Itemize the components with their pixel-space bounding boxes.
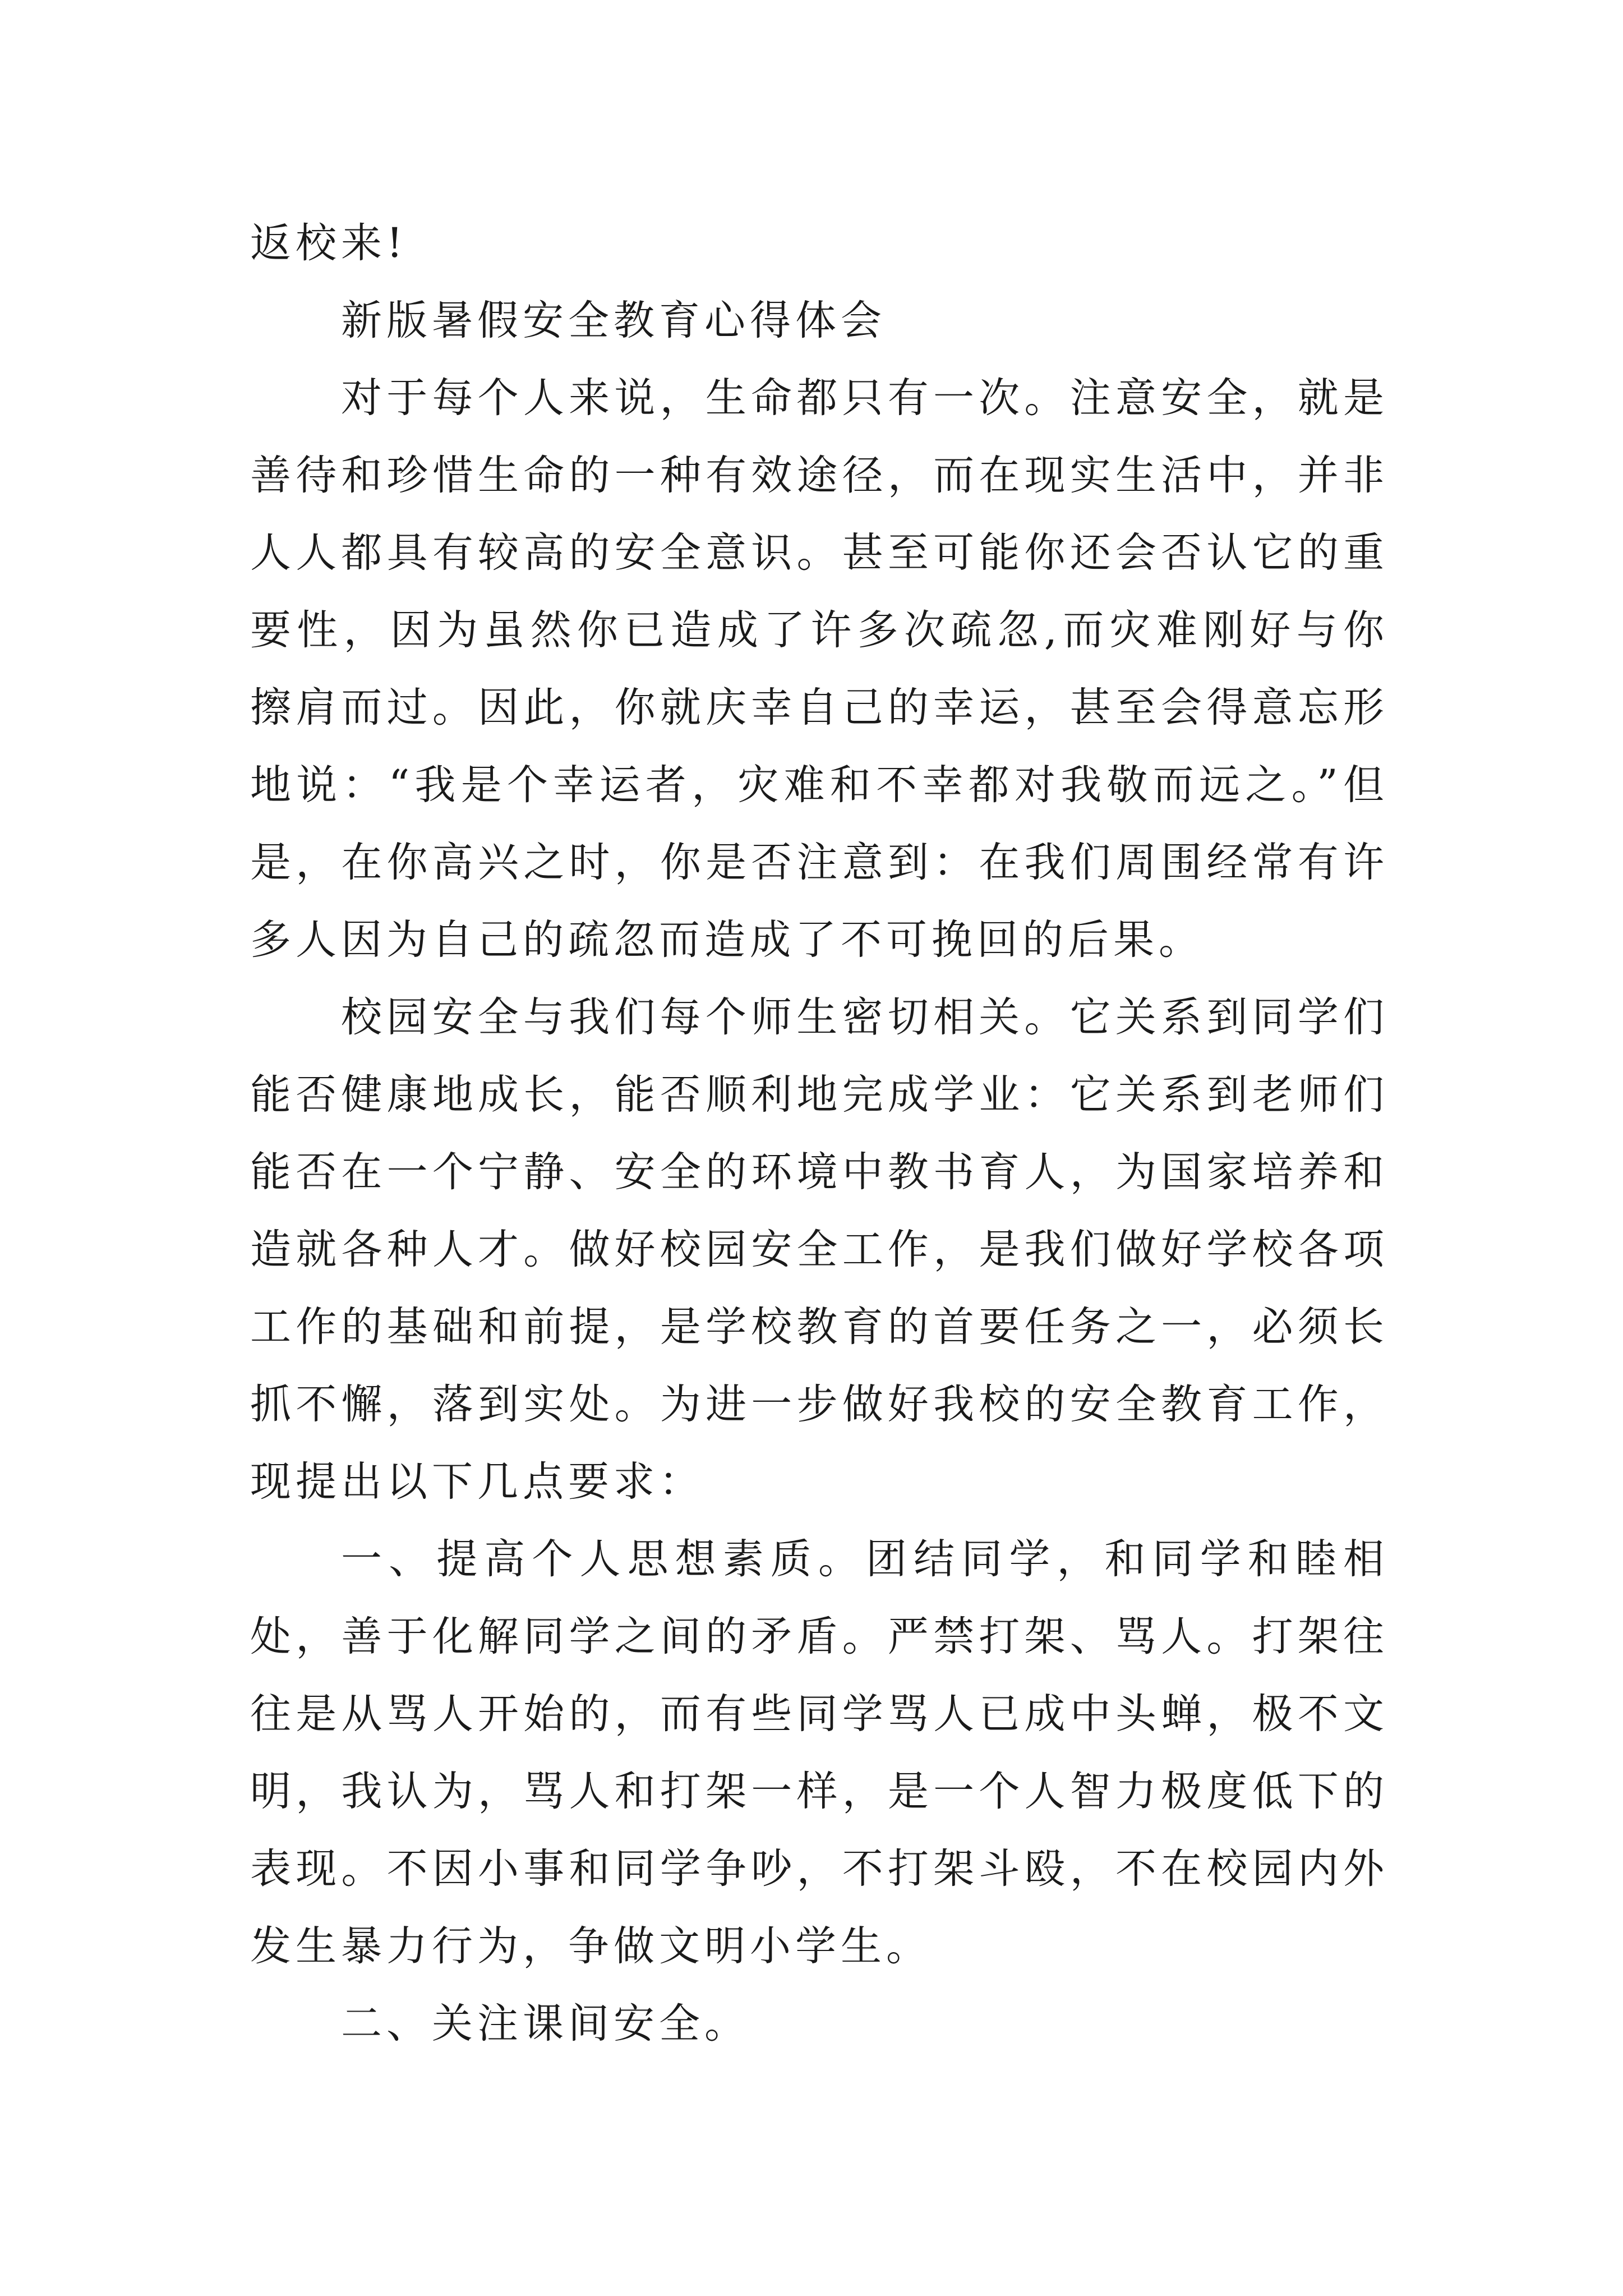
lead-line: 返校来!	[250, 219, 408, 267]
document-title: 新版暑假安全教育心得体会	[341, 297, 886, 344]
paragraph-1: 对于每个人来说，生命都只有一次。注意安全，就是善待和珍惜生命的一种有效途径，而在现实生活中，并非人人都具有较高的安全意识。甚至可能你还会否认它的重要性，因为虽然你已造成了许多次疏忽,而灾难刚好与你擦肩而过。因此，你就庆幸自己的幸运，甚至会得意忘形地说：“我是个幸运者，灾难和不幸都对我敬而远之。”但是，在你高兴之时，你是否注意到：在我们周围经常有许多人因为自己的疏忽而造成了不可挽回的后果。	[250, 374, 1389, 964]
paragraph-2: 校园安全与我们每个师生密切相关。它关系到同学们能否健康地成长，能否顺利地完成学业：它关系到老师们能否在一个宁静、安全的环境中教书育人，为国家培养和造就各种人才。做好校园安全工作，是我们做好学校各项工作的基础和前提，是学校教育的首要任务之一，必须长抓不懈，落到实处。为进一步做好我校的安全教育工作，现提出以下几点要求：	[250, 993, 1389, 1506]
paragraph-3: 一、提高个人思想素质。团结同学，和同学和睦相处，善于化解同学之间的矛盾。严禁打架、骂人。打架往往是从骂人开始的，而有些同学骂人已成中头蝉，极不文明，我认为，骂人和打架一样，是一个人智力极度低下的表现。不因小事和同学争吵，不打架斗殴，不在校园内外发生暴力行为，争做文明小学生。	[250, 1535, 1389, 1970]
document-body	[250, 205, 1389, 2063]
paragraph-4: 二、关注课间安全。	[341, 2000, 750, 2047]
